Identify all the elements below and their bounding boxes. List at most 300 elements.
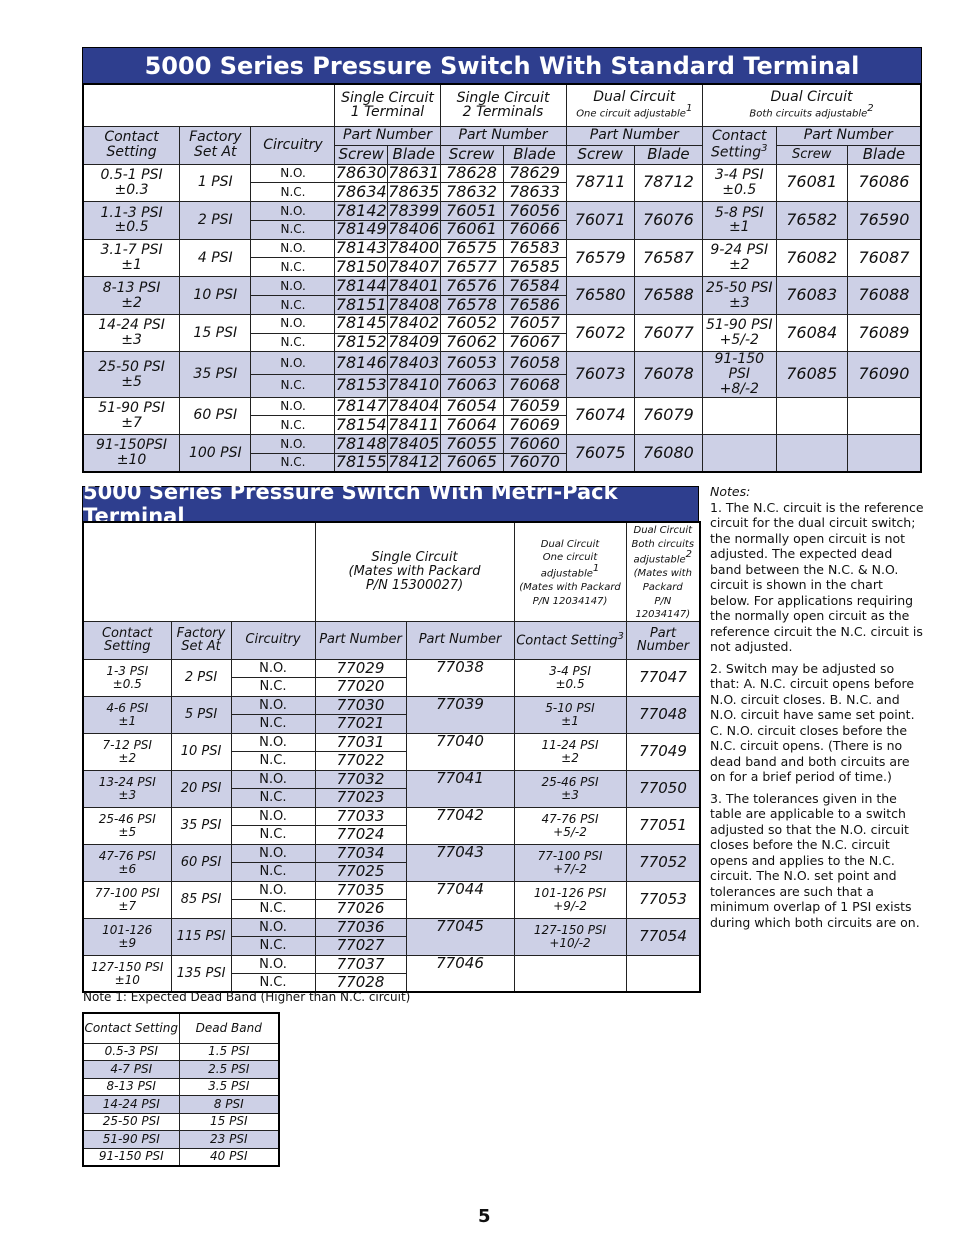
t1-no: N.O. bbox=[280, 316, 306, 331]
t1-factory-val: 60 PSI bbox=[193, 407, 238, 424]
t2-part-number-nc bbox=[315, 826, 406, 845]
t2-nc-val: 77025 bbox=[336, 862, 385, 881]
t2-no-val: 77029 bbox=[336, 659, 385, 677]
t2-dual2-part bbox=[626, 659, 700, 696]
t1-dual2-blade bbox=[847, 277, 921, 315]
t2-s-l3: P/N 15300027) bbox=[365, 577, 464, 593]
table-row bbox=[83, 955, 700, 974]
t2-nc-val: 77027 bbox=[336, 936, 385, 955]
t1-circuit-no bbox=[251, 352, 335, 375]
t1-dual1-screw bbox=[566, 397, 634, 435]
t1-d1b: 76080 bbox=[642, 442, 694, 462]
t2-setting-line1: 7-12 PSI bbox=[102, 738, 152, 753]
t3-setting bbox=[83, 1043, 179, 1061]
t1-setting-line1: 25-50 PSI bbox=[98, 358, 165, 375]
t1-blade: Blade bbox=[647, 145, 690, 163]
t1-pn-val: 78634 bbox=[335, 182, 387, 201]
t2-dual1-part bbox=[406, 955, 514, 992]
t2-no-val: 77031 bbox=[336, 733, 385, 751]
t1-screw-header bbox=[776, 145, 847, 164]
table-row bbox=[83, 1078, 279, 1096]
t2-factory-val: 5 PSI bbox=[184, 706, 218, 722]
t1-part-number bbox=[503, 314, 566, 333]
t2-part-number-no bbox=[315, 659, 406, 678]
t3-setting-val: 8-13 PSI bbox=[106, 1079, 156, 1094]
t3-deadband bbox=[179, 1061, 279, 1079]
t2-contact-setting bbox=[83, 955, 171, 992]
t1-part-number bbox=[503, 183, 566, 202]
t1-part-number bbox=[335, 397, 388, 416]
t3-db-val: 23 PSI bbox=[210, 1131, 248, 1146]
t2-dset-line1: 11-24 PSI bbox=[541, 738, 599, 753]
t1-pn-val: 76575 bbox=[446, 239, 497, 258]
t1-pn-val: 78147 bbox=[335, 397, 387, 416]
t2-no: N.O. bbox=[259, 771, 287, 787]
t1-d2s: 76084 bbox=[786, 322, 838, 342]
table-row bbox=[83, 881, 700, 900]
t2-d1-val: 77039 bbox=[436, 696, 484, 713]
t1-d2b: 76088 bbox=[858, 285, 910, 305]
t2-no-val: 77033 bbox=[336, 807, 385, 825]
deadband-caption: Note 1: Expected Dead Band (Higher than N.C. circuit) bbox=[83, 990, 411, 1004]
t2-dual2-part bbox=[626, 770, 700, 807]
t3-setting bbox=[83, 1078, 179, 1096]
t2-dual2-part bbox=[626, 807, 700, 844]
t2-nc-val: 77022 bbox=[336, 751, 385, 770]
t1-part-number bbox=[387, 239, 440, 258]
t2-setting-line1: 101-126 bbox=[102, 923, 153, 938]
t2-circuit-no bbox=[231, 696, 315, 715]
t1-circuit-no bbox=[251, 277, 335, 296]
table-row bbox=[83, 435, 921, 454]
t1-d1s: 76579 bbox=[574, 247, 626, 267]
t2-d1-l3: (Mates with Packard bbox=[519, 581, 621, 593]
t1-part-number bbox=[440, 220, 503, 239]
t1-pn-val: 78400 bbox=[388, 239, 440, 258]
t1-part-number bbox=[503, 435, 566, 454]
t1-pn-val: 78154 bbox=[335, 415, 387, 434]
table-row bbox=[83, 844, 700, 863]
t2-circuitry-header bbox=[231, 621, 315, 659]
t1-pn-val: 76070 bbox=[509, 453, 560, 472]
t1-dual2-screw bbox=[776, 202, 847, 240]
t1-dual2-blade bbox=[847, 435, 921, 473]
t2-no-val: 77036 bbox=[336, 918, 385, 936]
t3-deadband bbox=[179, 1043, 279, 1061]
t2-dual-setting bbox=[514, 844, 626, 881]
t1-dual-setting bbox=[703, 435, 777, 473]
t2-dual1-part bbox=[406, 844, 514, 881]
t1-pn-val: 78411 bbox=[388, 415, 440, 434]
t1-setting-line2: ±10 bbox=[116, 452, 147, 469]
t2-circuit-nc bbox=[231, 900, 315, 919]
t1-pn-val: 78155 bbox=[335, 453, 387, 472]
t1-pn-val: 78404 bbox=[388, 397, 440, 416]
t2-d2-sup: 2 bbox=[685, 549, 693, 561]
t1-part-number bbox=[387, 416, 440, 435]
t2-d1-l2: One circuit adjustable bbox=[540, 552, 598, 580]
note-1: 1. The N.C. circuit is the reference circuit for the dual circuit switch; the normally open circuit is not adjusted. The expected dead band between the N.C. & N.O. circuit is shown in the chart below. For applications requiring the normally open circuit as the reference circuit the N.C. circuit is not adjusted. bbox=[710, 499, 924, 654]
t1-blade-header bbox=[634, 145, 702, 164]
t2-factory bbox=[171, 659, 231, 696]
t2-no: N.O. bbox=[259, 845, 287, 861]
t1-dset-line1: 5-8 PSI bbox=[714, 204, 764, 221]
t1-part-number bbox=[335, 453, 388, 472]
t1-blank-header bbox=[83, 84, 335, 126]
t1-cs: Contact Setting bbox=[104, 129, 159, 160]
t1-part-number bbox=[503, 333, 566, 352]
t1-blade: Blade bbox=[513, 145, 556, 163]
t1-circuit-nc bbox=[251, 220, 335, 239]
t2-dset-line1: 5-10 PSI bbox=[545, 701, 595, 716]
t1-circuit-no bbox=[251, 202, 335, 221]
t1-part-number bbox=[503, 239, 566, 258]
t2-factory bbox=[171, 770, 231, 807]
t2-dset-line1: 25-46 PSI bbox=[541, 775, 599, 790]
t1-d2b: 76086 bbox=[858, 172, 910, 192]
t2-setting-line1: 1-3 PSI bbox=[106, 664, 149, 679]
t1-pn-val: 78407 bbox=[388, 257, 440, 276]
t1-pn-val: 76051 bbox=[446, 201, 497, 220]
t2-factory bbox=[171, 918, 231, 955]
t1-part-number bbox=[387, 314, 440, 333]
t1-no: N.O. bbox=[280, 203, 306, 218]
t1-dual2-l2: Both circuits adjustable bbox=[749, 109, 868, 121]
t2-circuit-nc bbox=[231, 789, 315, 808]
t2-dual2-part bbox=[626, 955, 700, 992]
t1-dual2-screw bbox=[776, 397, 847, 435]
t1-pn-val: 78144 bbox=[335, 276, 387, 295]
t2-circuit-no bbox=[231, 807, 315, 826]
t1-factory-header bbox=[180, 126, 251, 164]
t1-d2b: 76089 bbox=[858, 322, 910, 342]
t1-part-number bbox=[335, 277, 388, 296]
t2-d2-val: 77051 bbox=[639, 815, 687, 834]
t1-nc: N.C. bbox=[280, 417, 306, 432]
t2-circuit-nc bbox=[231, 826, 315, 845]
t1-nc: N.C. bbox=[280, 455, 306, 470]
t2-dset-line2: +10/-2 bbox=[549, 935, 591, 950]
table-row bbox=[83, 397, 921, 416]
t2-d1-val: 77045 bbox=[436, 918, 484, 935]
t2-contact-setting bbox=[83, 918, 171, 955]
t1-part-number bbox=[440, 258, 503, 277]
t2-nc: N.C. bbox=[259, 974, 287, 990]
t1-pn-val: 78145 bbox=[335, 314, 387, 333]
t1-pn2: Part Number bbox=[458, 127, 548, 144]
t1-dset-line2: ±2 bbox=[728, 256, 750, 273]
t1-d2b: 76090 bbox=[858, 364, 910, 384]
t1-part-number bbox=[335, 258, 388, 277]
t2-nc: N.C. bbox=[259, 901, 287, 917]
t2-setting-line2: ±0.5 bbox=[112, 676, 142, 691]
t2-d1-sup: 1 bbox=[592, 562, 600, 574]
t2-nc: N.C. bbox=[259, 753, 287, 769]
t1-dual1-blade bbox=[634, 435, 702, 473]
t2-contact-setting-header bbox=[83, 621, 171, 659]
t1-nc: N.C. bbox=[280, 184, 306, 199]
t1-dual2-screw bbox=[776, 164, 847, 202]
t1-factory bbox=[180, 435, 251, 473]
t1-pn-val: 78406 bbox=[388, 220, 440, 239]
t2-dual-setting bbox=[514, 955, 626, 992]
t2-factory-val: 35 PSI bbox=[180, 817, 222, 833]
t2-dset-line2: +7/-2 bbox=[553, 861, 587, 876]
t1-circuit-nc bbox=[251, 183, 335, 202]
t1-factory-val: 15 PSI bbox=[193, 324, 238, 341]
t2-d1-l4: P/N 12034147) bbox=[532, 595, 608, 607]
table-row bbox=[83, 1148, 279, 1166]
t2-circuit-nc bbox=[231, 752, 315, 771]
t1-part-number bbox=[335, 314, 388, 333]
t2-dset-line2: +9/-2 bbox=[553, 898, 587, 913]
t1-screw-header bbox=[566, 145, 634, 164]
t1-setting-line2: ±2 bbox=[121, 294, 142, 311]
t1-part-number bbox=[503, 375, 566, 398]
t1-d1b: 78712 bbox=[642, 172, 694, 192]
t2-factory bbox=[171, 881, 231, 918]
t1-d1b: 76079 bbox=[642, 405, 694, 425]
t1-d1b: 76078 bbox=[642, 364, 694, 384]
t1-factory-val: 1 PSI bbox=[197, 174, 233, 191]
t2-part-number-no bbox=[315, 955, 406, 974]
t1-pn-val: 78408 bbox=[388, 295, 440, 314]
t1-factory-val: 2 PSI bbox=[197, 212, 233, 229]
t1-dset-line2: ±0.5 bbox=[722, 181, 757, 198]
t1-dual1-screw bbox=[566, 202, 634, 240]
t1-blade: Blade bbox=[862, 145, 906, 163]
t2-dset-line1: 47-76 PSI bbox=[541, 812, 599, 827]
table-row bbox=[83, 1113, 279, 1131]
t1-dual1-screw bbox=[566, 164, 634, 202]
t1-factory bbox=[180, 314, 251, 352]
t1-d1b: 76077 bbox=[642, 322, 694, 342]
t2-d2-l1: Dual Circuit bbox=[633, 525, 693, 536]
t1-pn-val: 78631 bbox=[388, 164, 440, 182]
t1-no: N.O. bbox=[280, 436, 306, 451]
t2-d1-val: 77040 bbox=[436, 733, 484, 750]
t1-contact-setting bbox=[83, 314, 180, 352]
t1-dual-setting bbox=[703, 397, 777, 435]
t1-dual2-header bbox=[703, 84, 921, 126]
t1-dual-setting bbox=[703, 352, 777, 397]
t2-factory bbox=[171, 807, 231, 844]
note-3: 3. The tolerances given in the table are applicable to a switch adjusted so that the N.O. circuit closes before the N.C. circuit opens and applies to the N.C. circuit. The N.O. set point and tolerances are such that a minimum overlap of 1 PSI exists during which both circuits are on. bbox=[710, 790, 920, 930]
t2-pn-header-1 bbox=[315, 621, 406, 659]
t1-factory bbox=[180, 397, 251, 435]
t1-part-number bbox=[503, 164, 566, 183]
t2-cs3-sup: 3 bbox=[617, 631, 624, 643]
t1-circuit-no bbox=[251, 239, 335, 258]
t1-pn-val: 76064 bbox=[446, 415, 497, 434]
t3-deadband bbox=[179, 1131, 279, 1149]
t2-d1-val: 77046 bbox=[436, 955, 484, 972]
t3-deadband bbox=[179, 1148, 279, 1166]
table-row bbox=[83, 352, 921, 375]
t2-s-l1: Single Circuit bbox=[371, 550, 458, 566]
t2-pn3: Part Number bbox=[636, 625, 690, 655]
t2-nc: N.C. bbox=[259, 827, 287, 843]
t1-pn-val: 76058 bbox=[509, 352, 560, 372]
t1-dual1-screw bbox=[566, 314, 634, 352]
t3-db-val: 8 PSI bbox=[213, 1096, 244, 1111]
t1-blade-header bbox=[503, 145, 566, 164]
t1-pn-val: 76578 bbox=[446, 295, 497, 314]
t2-circuit-no bbox=[231, 955, 315, 974]
t1-pn-val: 78628 bbox=[446, 164, 497, 182]
t2-part-number-nc bbox=[315, 937, 406, 956]
t1-pn-val: 76063 bbox=[446, 375, 497, 395]
t1-part-number bbox=[387, 183, 440, 202]
t2-no-val: 77032 bbox=[336, 770, 385, 788]
t2-circuit-no bbox=[231, 733, 315, 752]
standard-terminal-table bbox=[82, 83, 922, 473]
t1-screw: Screw bbox=[338, 145, 384, 163]
t1-factory bbox=[180, 164, 251, 202]
t1-dual2-screw bbox=[776, 277, 847, 315]
t1-pn-val: 78629 bbox=[509, 164, 560, 182]
table-row bbox=[83, 770, 700, 789]
t1-pn3: Part Number bbox=[589, 127, 679, 144]
t1-part-number bbox=[440, 239, 503, 258]
t1-dual-setting bbox=[703, 202, 777, 240]
t1-dset-line1: 25-50 PSI bbox=[705, 279, 773, 296]
t1-part-number bbox=[440, 314, 503, 333]
t1-dset-line2: ±1 bbox=[728, 219, 750, 236]
t1-setting-line1: 0.5-1 PSI bbox=[100, 167, 163, 184]
t1-dual1-screw bbox=[566, 239, 634, 277]
t1-dual2-blade bbox=[847, 164, 921, 202]
t1-pn-val: 78401 bbox=[388, 276, 440, 295]
t2-factory-val: 60 PSI bbox=[180, 854, 222, 870]
table-row bbox=[83, 314, 921, 333]
t1-part-number bbox=[503, 397, 566, 416]
t1-pn-val: 78149 bbox=[335, 220, 387, 239]
t2-part-number-no bbox=[315, 770, 406, 789]
t1-nc: N.C. bbox=[280, 335, 306, 350]
t1-part-number bbox=[387, 220, 440, 239]
t2-dual1-part bbox=[406, 659, 514, 696]
t2-setting-line1: 47-76 PSI bbox=[98, 849, 156, 864]
t1-dual2-screw bbox=[776, 314, 847, 352]
t1-setting-line1: 1.1-3 PSI bbox=[100, 204, 163, 221]
t1-factory bbox=[180, 352, 251, 397]
t2-pn2: Part Number bbox=[418, 632, 502, 648]
t1-nc: N.C. bbox=[280, 222, 306, 237]
table1-title: 5000 Series Pressure Switch With Standard Terminal bbox=[82, 47, 922, 84]
t1-pn-val: 78402 bbox=[388, 314, 440, 333]
t2-nc-val: 77024 bbox=[336, 825, 385, 844]
t1-part-number bbox=[335, 296, 388, 315]
t2-dual1-part bbox=[406, 918, 514, 955]
t2-d2-val: 77052 bbox=[639, 852, 687, 871]
t3-setting-val: 25-50 PSI bbox=[102, 1114, 160, 1129]
t2-dual-setting bbox=[514, 659, 626, 696]
t2-d2-val: 77048 bbox=[639, 704, 687, 723]
t1-pn-val: 76066 bbox=[509, 220, 560, 239]
t1-pn-val: 76586 bbox=[509, 295, 560, 314]
t1-d2s: 76582 bbox=[786, 209, 838, 229]
t1-circuit-nc bbox=[251, 375, 335, 398]
t1-pn-val: 78405 bbox=[388, 434, 440, 453]
t1-dual1-blade bbox=[634, 239, 702, 277]
t2-dual1-part bbox=[406, 696, 514, 733]
t1-part-number bbox=[503, 277, 566, 296]
t2-dual2-part bbox=[626, 733, 700, 770]
t3-contact-setting-header bbox=[83, 1013, 179, 1043]
t2-dual-setting bbox=[514, 770, 626, 807]
t3-setting-val: 0.5-3 PSI bbox=[104, 1044, 158, 1059]
t1-part-number bbox=[335, 239, 388, 258]
t1-pn-val: 78150 bbox=[335, 257, 387, 276]
t2-setting-line2: ±10 bbox=[114, 972, 140, 987]
t3-deadband bbox=[179, 1096, 279, 1114]
t1-pn-val: 76054 bbox=[446, 397, 497, 416]
t1-pn-val: 76069 bbox=[509, 415, 560, 434]
t3-setting-val: 91-150 PSI bbox=[98, 1149, 164, 1164]
t2-no: N.O. bbox=[259, 660, 287, 676]
t1-circuitry-header bbox=[251, 126, 335, 164]
t2-setting-line2: ±9 bbox=[118, 935, 137, 950]
t2-setting-line2: ±1 bbox=[118, 713, 137, 728]
t2-dset-line1: 3-4 PSI bbox=[549, 664, 591, 679]
t2-d1-val: 77044 bbox=[436, 881, 484, 898]
t1-dual1-blade bbox=[634, 397, 702, 435]
t1-dset-line1: 9-24 PSI bbox=[710, 242, 769, 259]
t1-contact-setting bbox=[83, 202, 180, 240]
t1-dset-line1: 51-90 PSI bbox=[705, 317, 773, 334]
t1-dset-line1: 3-4 PSI bbox=[714, 167, 764, 184]
t1-part-number bbox=[387, 164, 440, 183]
t1-screw: Screw bbox=[792, 146, 832, 162]
t1-dual1-blade bbox=[634, 164, 702, 202]
t2-factory bbox=[171, 844, 231, 881]
table-row bbox=[83, 733, 700, 752]
t2-dual1-part bbox=[406, 807, 514, 844]
t3-deadband bbox=[179, 1113, 279, 1131]
t1-part-number bbox=[440, 352, 503, 375]
t2-factory-val: 2 PSI bbox=[184, 669, 218, 685]
t1-pn-val: 76056 bbox=[509, 201, 560, 220]
t1-factory bbox=[180, 277, 251, 315]
t1-d2b: 76087 bbox=[858, 247, 910, 267]
t1-screw: Screw bbox=[448, 145, 495, 163]
t1-part-number bbox=[503, 416, 566, 435]
t2-dual-setting bbox=[514, 807, 626, 844]
t1-setting-line2: ±7 bbox=[121, 414, 142, 431]
t2-setting-line1: 77-100 PSI bbox=[94, 886, 160, 901]
t1-d1s: 76074 bbox=[574, 405, 626, 425]
t1-circuit-nc bbox=[251, 453, 335, 472]
t3-db-val: 1.5 PSI bbox=[208, 1044, 250, 1059]
t1-part-number bbox=[335, 183, 388, 202]
t1-blade-header bbox=[847, 145, 921, 164]
page-number: 5 bbox=[478, 1206, 491, 1227]
t1-pn-val: 78142 bbox=[335, 201, 387, 220]
t2-part-number-nc bbox=[315, 863, 406, 882]
t3-setting bbox=[83, 1131, 179, 1149]
t1-part-number bbox=[440, 202, 503, 221]
t1-pn-val: 76053 bbox=[446, 352, 497, 372]
t2-no: N.O. bbox=[259, 808, 287, 824]
t2-factory-val: 115 PSI bbox=[176, 928, 226, 944]
t1-factory-val: 35 PSI bbox=[193, 366, 238, 383]
t1-setting-line1: 3.1-7 PSI bbox=[100, 242, 163, 259]
t2-pn-header-3 bbox=[626, 621, 700, 659]
t1-part-number bbox=[387, 277, 440, 296]
t2-contact-setting bbox=[83, 733, 171, 770]
t1-part-number bbox=[387, 397, 440, 416]
